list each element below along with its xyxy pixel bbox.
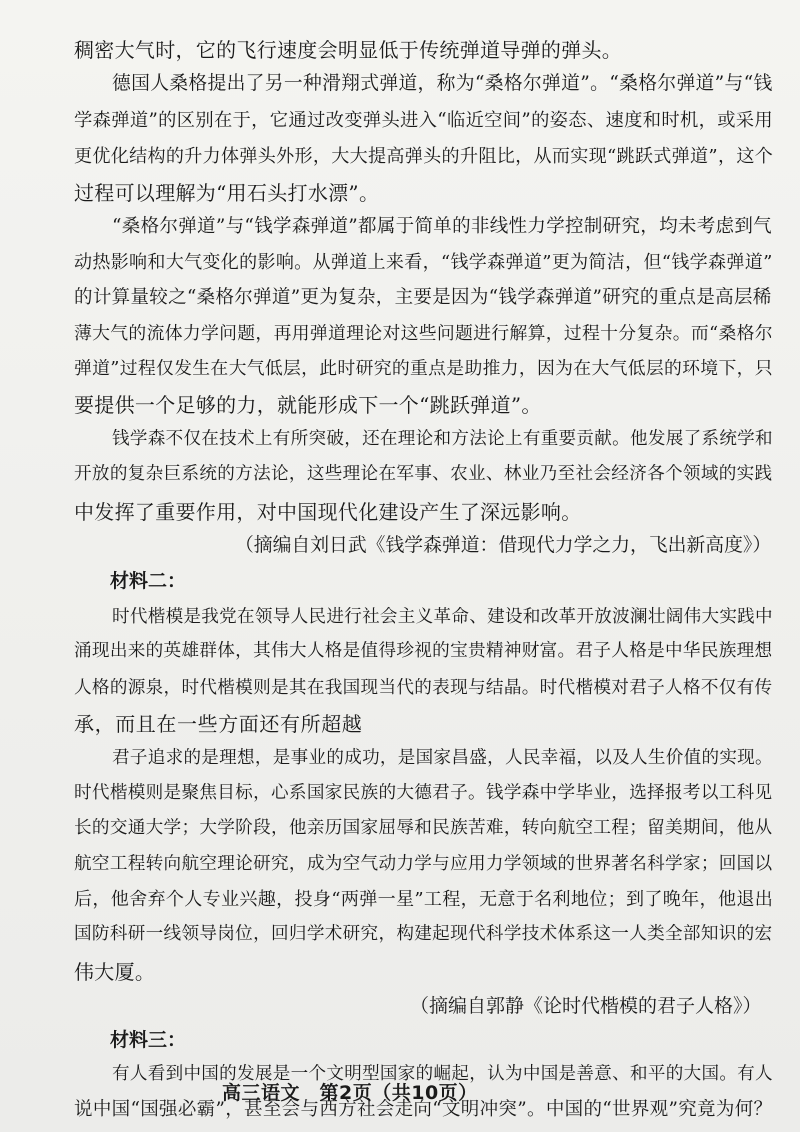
page-footer: 高三语文 第2页（共10页） — [222, 1082, 478, 1104]
material3-line: 说中国“国强必霸”，甚至会与西方社会走向“文明冲突”。中国的“世界观”究竟为何？ — [74, 1099, 773, 1120]
material2-line: 时代楷模则是聚焦目标，心系国家民族的大德君子。钱学森中学毕业，选择报考以工科见 — [74, 783, 773, 803]
material1-line: 动热影响和大气变化的影响。从弹道上来看，“钱学森弹道”更为简洁，但“钱学森弹道” — [74, 252, 773, 273]
material1-line: 弹道”过程仅发生在大气低层，此时研究的重点是助推力，因为在大气低层的环境下，只 — [74, 358, 773, 379]
material2-line: 涌现出来的英雄群体，其伟大人格是值得珍视的宝贵精神财富。君子人格是中华民族理想 — [74, 641, 773, 661]
material3-heading: 材料三： — [110, 1029, 187, 1051]
material3-line: 有人看到中国的发展是一个文明型国家的崛起，认为中国是善意、和平的大国。有人 — [112, 1064, 773, 1084]
material2-line: 人格的源泉，时代楷模则是其在我国现当代的表现与结晶。时代楷模对君子人格不仅有传 — [74, 678, 773, 698]
material1-line: 更优化结构的升力体弹头外形，大大提高弹头的升阻比，从而实现“跳跃式弹道”，这个 — [74, 146, 774, 167]
material1-line: 开放的复杂巨系统的方法论，这些理论在军事、农业、林业乃至社会经济各个领域的实践 — [74, 464, 773, 484]
material1-line: 稠密大气时，它的飞行速度会明显低于传统弹道导弹的弹头。 — [74, 38, 623, 62]
material2-line: 航空工程转向航空理论研究，成为空气动力学与应用力学领域的世界著名科学家；回国以 — [74, 854, 773, 874]
material2-line: 长的交通大学；大学阶段，他亲历国家屈辱和民族苦难，转向航空工程；留美期间，他从 — [74, 818, 773, 838]
material1-line: 薄大气的流体力学问题，再用弹道理论对这些问题进行解算，过程十分复杂。而“桑格尔 — [74, 323, 773, 344]
material1-line: 德国人桑格提出了另一种滑翔式弹道，称为“桑格尔弹道”。“桑格尔弹道”与“钱 — [112, 73, 773, 94]
material1-line: “桑格尔弹道”与“钱学森弹道”都属于简单的非线性力学控制研究，均未考虑到气 — [112, 216, 772, 237]
material1-line: 过程可以理解为“用石头打水漂”。 — [74, 181, 380, 205]
material1-source: （摘编自刘日武《钱学森弹道：借现代力学之力，飞出新高度》） — [235, 535, 772, 556]
material2-source: （摘编自郭静《论时代楷模的君子人格》） — [410, 995, 762, 1017]
material2-line: 后，他舍弃个人专业兴趣，投身“两弹一星”工程，无意于名利地位；到了晚年，他退出 — [74, 889, 774, 910]
material2-line: 时代楷模是我党在领导人民进行社会主义革命、建设和改革开放波澜壮阔伟大实践中 — [112, 607, 773, 627]
material1-line: 钱学森不仅在技术上有所突破，还在理论和方法论上有重要贡献。他发展了系统学和 — [112, 429, 773, 449]
material2-line: 伟大厦。 — [74, 960, 156, 984]
material2-heading: 材料二： — [110, 570, 187, 592]
material1-line: 学森弹道”的区别在于，它通过改变弹头进入“临近空间”的姿态、速度和时机，或采用 — [74, 110, 774, 131]
material2-line: 承，而且在一些方面还有所超越 — [74, 712, 363, 736]
material1-line: 的计算量较之“桑格尔弹道”更为复杂，主要是因为“钱学森弹道”研究的重点是高层稀 — [74, 287, 772, 308]
material1-line: 中发挥了重要作用，对中国现代化建设产生了深远影响。 — [74, 500, 582, 524]
material1-line: 要提供一个足够的力，就能形成下一个“跳跃弹道”。 — [74, 393, 542, 417]
material2-line: 国防科研一线领导岗位，回归学术研究，构建起现代科学技术体系这一人类全部知识的宏 — [74, 924, 773, 944]
material2-line: 君子追求的是理想，是事业的成功，是国家昌盛，人民幸福，以及人生价值的实现。 — [112, 748, 773, 768]
